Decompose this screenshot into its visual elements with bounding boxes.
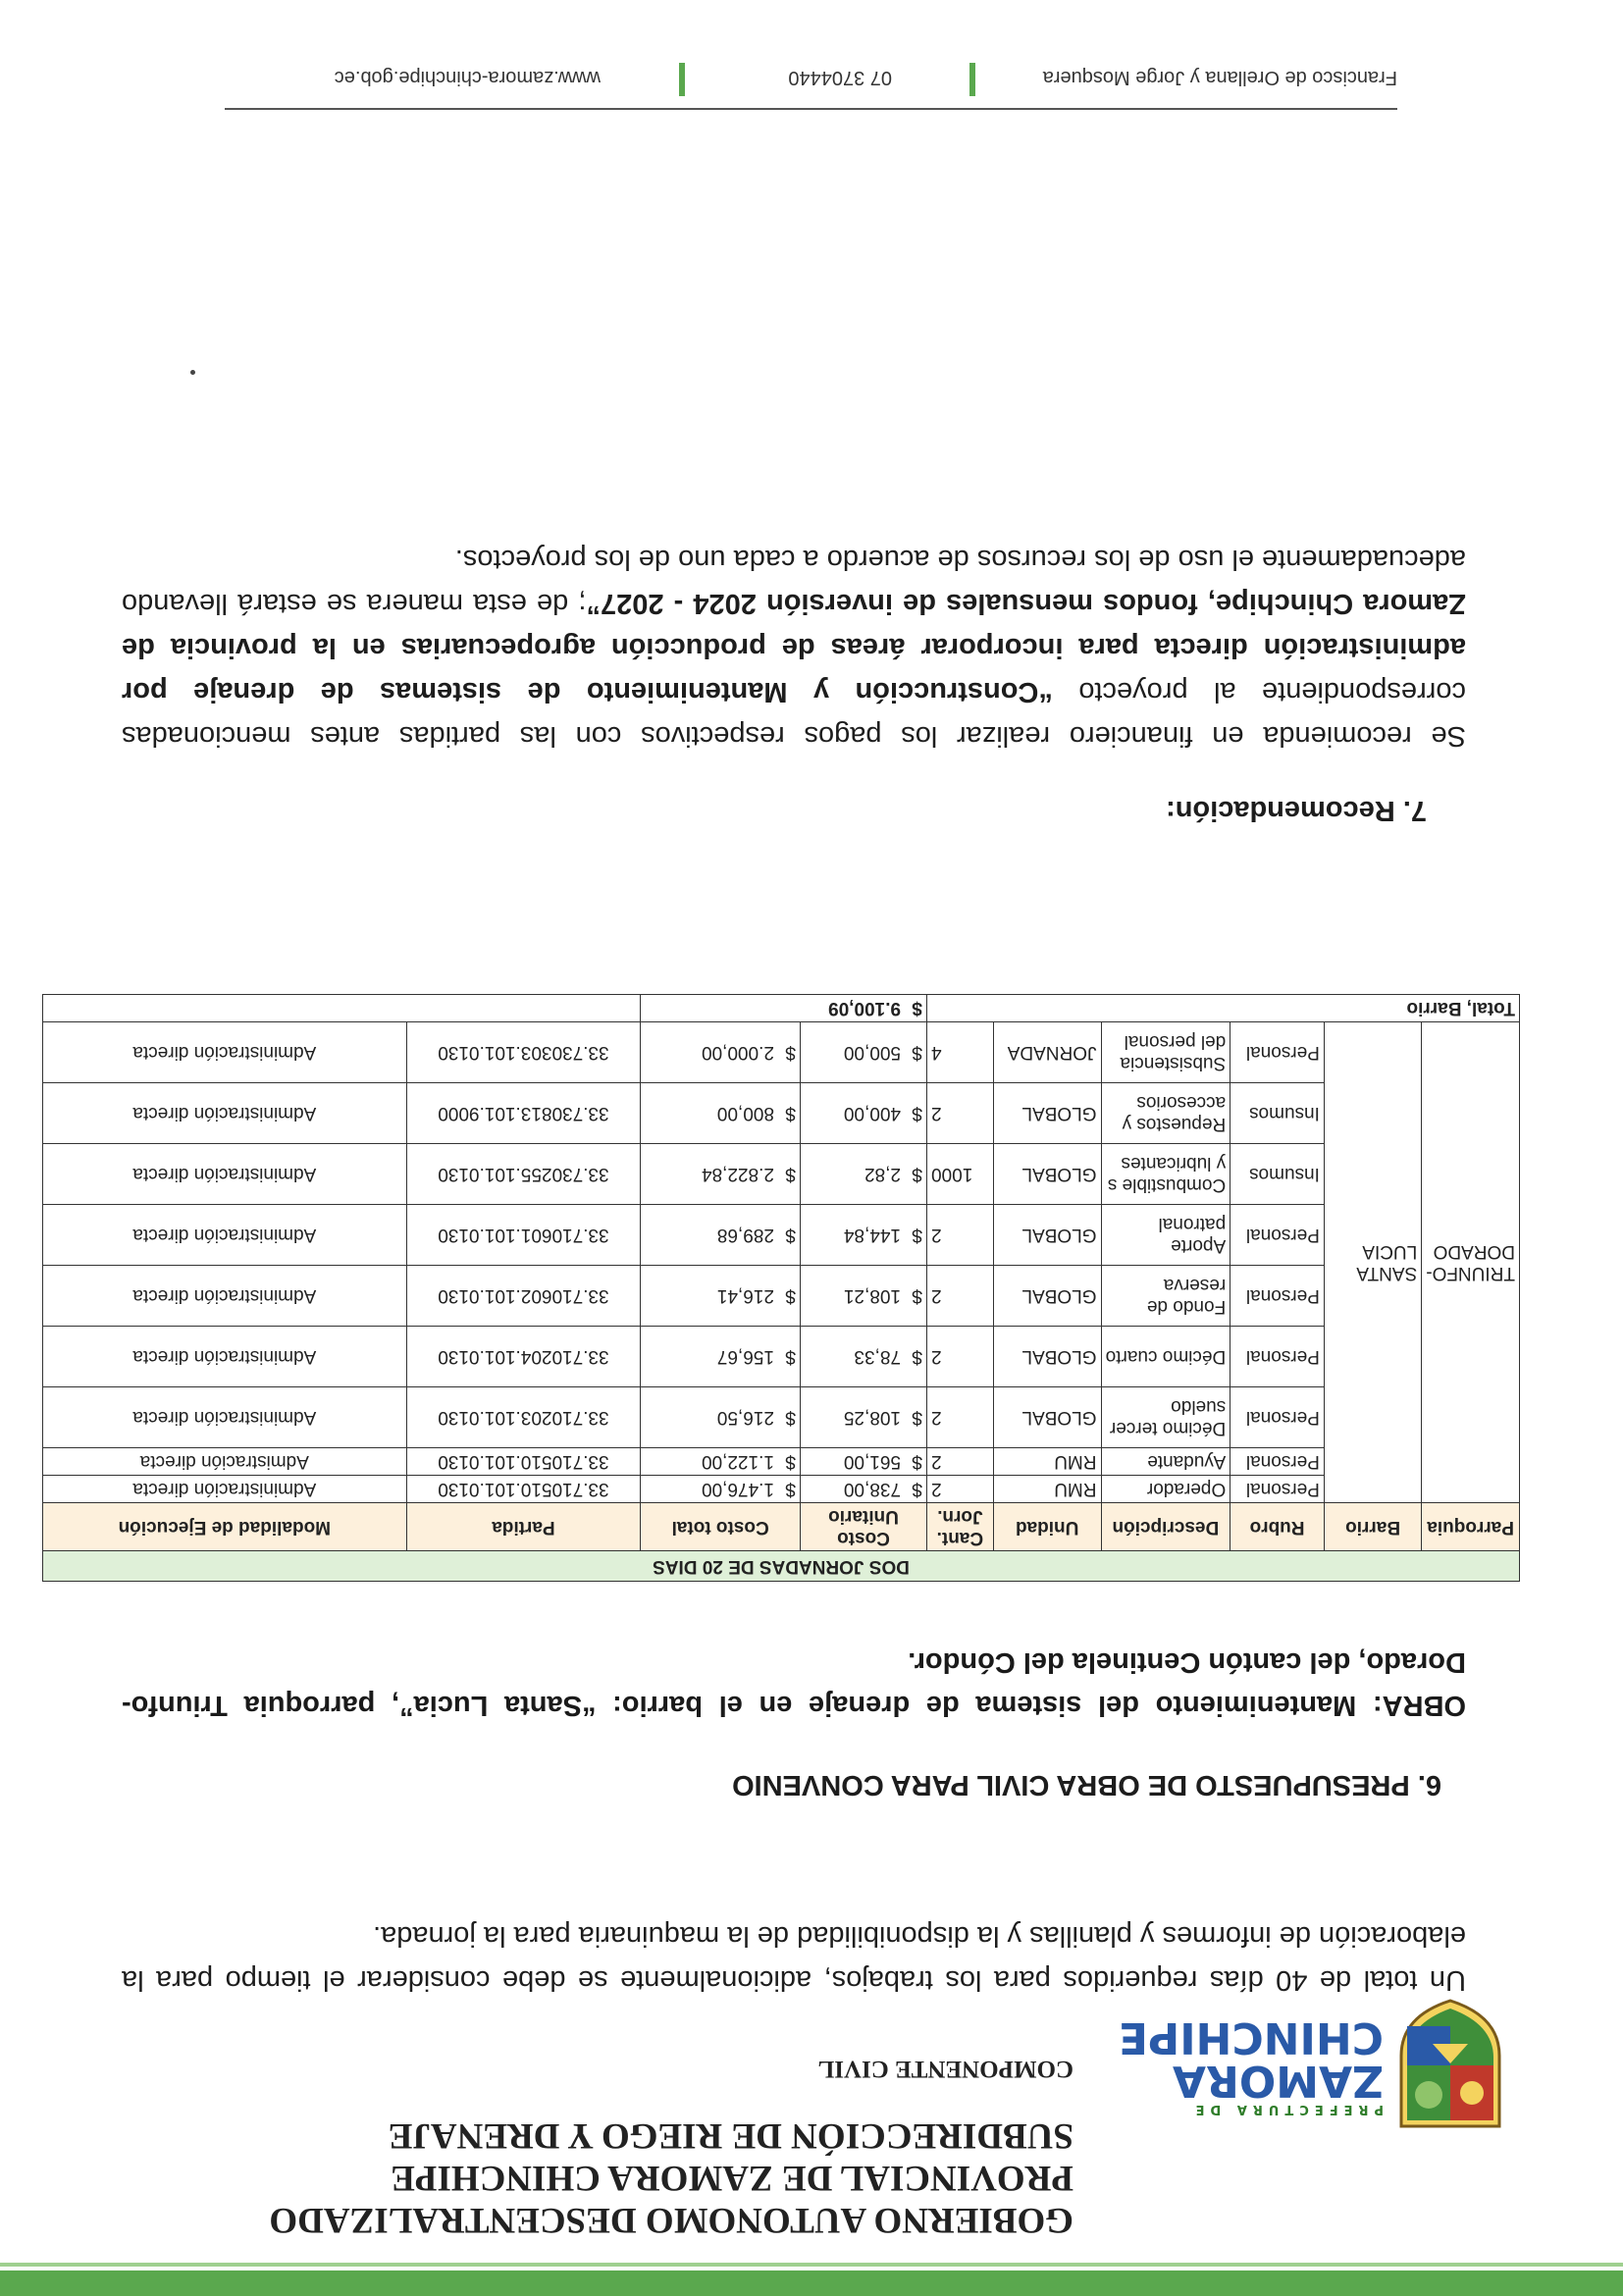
- currency-value: 108,25: [843, 1407, 902, 1429]
- cell-descripcion: Combustible s y lubricantes: [1101, 1144, 1230, 1205]
- header-line-1: GOBIERNO AUTONOMO DESCENTRALIZADO: [269, 2200, 1073, 2240]
- cell-cant: 2: [927, 1327, 994, 1387]
- logo-name-zamora: ZAMORA: [1172, 2056, 1384, 2106]
- currency-value: 216,50: [716, 1407, 774, 1429]
- table-row: [43, 1448, 1520, 1476]
- cell-costo-total: [641, 1266, 801, 1327]
- currency-sign: $: [785, 1164, 796, 1185]
- cell-modalidad: Administración directa: [43, 1083, 407, 1144]
- cell-partida: 33.730303.101.0130: [406, 1022, 641, 1083]
- currency-sign: $: [785, 1285, 796, 1307]
- logo-subtitle: PREFECTURA DE: [1189, 2102, 1384, 2116]
- cell-unidad: RMU: [993, 1476, 1101, 1503]
- currency-value: 108,21: [843, 1285, 902, 1307]
- cell-costo-total: [641, 1387, 801, 1448]
- cell-descripcion: Décimo tercer sueldo: [1101, 1387, 1230, 1448]
- footer-phone: 07 3704440: [788, 67, 892, 88]
- header-modalidad: Modalidad de Ejecución: [43, 1503, 407, 1551]
- header-cant: Cant. Jorn.: [927, 1503, 994, 1551]
- cell-cant: 2: [927, 1476, 994, 1503]
- cell-modalidad: Administración directa: [43, 1266, 407, 1327]
- currency-value: 2.822,84: [702, 1164, 774, 1185]
- cell-cant: 4: [927, 1022, 994, 1083]
- cell-barrio: SANTA LUCIA: [1324, 1022, 1421, 1503]
- cell-unidad: RMU: [993, 1448, 1101, 1476]
- cell-costo-total: [641, 1327, 801, 1387]
- total-value: 9.100,09: [828, 998, 902, 1019]
- cell-rubro: Personal: [1230, 1266, 1325, 1327]
- cell-modalidad: Administración directa: [43, 1387, 407, 1448]
- currency-sign: $: [912, 998, 923, 1019]
- cell-modalidad: Administración directa: [43, 1476, 407, 1503]
- cell-costo-total: [641, 1448, 801, 1476]
- currency-sign: $: [785, 1042, 796, 1064]
- cell-costo-unitario: [800, 1022, 926, 1083]
- cell-rubro: Insumos: [1230, 1144, 1325, 1205]
- cell-unidad: GLOBAL: [993, 1266, 1101, 1327]
- cell-unidad: GLOBAL: [993, 1083, 1101, 1144]
- cell-cant: 1000: [927, 1144, 994, 1205]
- cell-unidad: GLOBAL: [993, 1387, 1101, 1448]
- cell-costo-unitario: [800, 1144, 926, 1205]
- currency-sign: $: [912, 1042, 923, 1064]
- currency-sign: $: [785, 1346, 796, 1368]
- total-value-cell: [641, 995, 927, 1022]
- header-costo-unitario: Costo Unitario: [800, 1503, 926, 1551]
- cell-costo-unitario: [800, 1083, 926, 1144]
- logo-name-chinchipe: CHINCHIPE: [1118, 2012, 1384, 2062]
- recommendation-text-2: ; de esta manera se estará llevando adecuadamente el uso de los recursos de acuerdo a cada uno de los proyectos.: [122, 544, 1466, 619]
- cell-partida: 33.710510.101.0130: [406, 1448, 641, 1476]
- cell-modalidad: Admistración directa: [43, 1448, 407, 1476]
- cell-modalidad: Administración directa: [43, 1327, 407, 1387]
- institution-header: [53, 2114, 1073, 2241]
- cell-rubro: Personal: [1230, 1476, 1325, 1503]
- section-6-title: 6. PRESUPUESTO DE OBRA CIVIL PARA CONVENIO: [732, 1769, 1441, 1800]
- cell-costo-total: [641, 1205, 801, 1266]
- header-partida: Partida: [406, 1503, 641, 1551]
- cell-unidad: JORNADA: [993, 1022, 1101, 1083]
- cell-costo-total: [641, 1022, 801, 1083]
- cell-unidad: GLOBAL: [993, 1144, 1101, 1205]
- cell-costo-unitario: [800, 1266, 926, 1327]
- currency-value: 78,33: [854, 1346, 902, 1368]
- currency-value: 156,67: [716, 1346, 774, 1368]
- footer-website: www.zamora-chinchipe.gob.ec: [334, 67, 601, 88]
- cell-partida: 33.730255.101.0130: [406, 1144, 641, 1205]
- cell-costo-unitario: [800, 1205, 926, 1266]
- project-name: “Construcción y Mantenimiento de sistemas de drenaje por administración directa para incorporar áreas de producción agropecuarias en la provincia de Zamora Chinchipe, fondos mensuales de inversión 2024 - 2027”: [122, 588, 1466, 707]
- prefectura-logo: [1115, 1987, 1507, 2134]
- currency-value: 738,00: [843, 1479, 902, 1500]
- footer-names: Francisco de Orellana y Jorge Mosquera: [1042, 67, 1397, 88]
- currency-value: 500,00: [843, 1042, 902, 1064]
- cell-cant: 2: [927, 1387, 994, 1448]
- cell-rubro: Insumos: [1230, 1083, 1325, 1144]
- intro-paragraph: Un total de 40 días requeridos para los trabajos, adicionalmente se debe considerar el tiempo para la elaboración de informes y planillas y la disponibilidad de la maquinaria para la jornada.: [122, 1920, 1466, 1996]
- currency-sign: $: [785, 1225, 796, 1246]
- table-row: [43, 1476, 1520, 1503]
- cell-cant: 2: [927, 1448, 994, 1476]
- currency-sign: $: [912, 1346, 923, 1368]
- header-unidad: Unidad: [993, 1503, 1101, 1551]
- cell-cant: 2: [927, 1205, 994, 1266]
- currency-value: 2,82: [864, 1164, 902, 1185]
- currency-value: 400,00: [843, 1103, 902, 1124]
- cell-costo-unitario: [800, 1327, 926, 1387]
- header-descripcion: Descripción: [1101, 1503, 1230, 1551]
- cell-descripcion: Operador: [1101, 1476, 1230, 1503]
- currency-sign: $: [912, 1407, 923, 1429]
- header-line-3: SUBDIRECCIÓN DE RIEGO Y DRENAJE: [388, 2115, 1073, 2156]
- provincial-seal-icon: [1393, 1997, 1507, 2134]
- section-7-title: 7. Recomendación:: [1166, 795, 1427, 826]
- total-row: [43, 995, 1520, 1022]
- table-row: [43, 1327, 1520, 1387]
- cell-descripcion: Ayudante: [1101, 1448, 1230, 1476]
- cell-rubro: Personal: [1230, 1387, 1325, 1448]
- table-row: [43, 1022, 1520, 1083]
- cell-modalidad: Administración directa: [43, 1144, 407, 1205]
- cell-costo-total: [641, 1144, 801, 1205]
- cell-partida: 33.710203.101.0130: [406, 1387, 641, 1448]
- cell-partida: 33.710510.101.0130: [406, 1476, 641, 1503]
- header-subtitle: COMPONENTE CIVIL: [817, 2056, 1073, 2082]
- currency-sign: $: [785, 1451, 796, 1473]
- currency-value: 1.476,00: [702, 1479, 774, 1500]
- cell-modalidad: Administración directa: [43, 1022, 407, 1083]
- currency-value: 1.122,00: [702, 1451, 774, 1473]
- cell-descripcion: Décimo cuarto: [1101, 1327, 1230, 1387]
- cell-costo-unitario: [800, 1448, 926, 1476]
- header-costo-total: Costo total: [641, 1503, 801, 1551]
- obra-description: OBRA: Mantenimiento del sistema de drenaje en el barrio: “Santa Lucia”, parroquia Triunfo- Dorado, del cantón Centinela del Cóndor.: [122, 1646, 1466, 1721]
- cell-costo-total: [641, 1476, 801, 1503]
- top-green-bar: [0, 2270, 1623, 2296]
- page-footer: [225, 41, 1397, 110]
- cell-costo-unitario: [800, 1387, 926, 1448]
- cell-descripcion: Fondo de reserva: [1101, 1266, 1230, 1327]
- table-row: [43, 1144, 1520, 1205]
- stray-dot: [190, 370, 195, 375]
- cell-costo-total: [641, 1083, 801, 1144]
- table-banner: DOS JORNADAS DE 20 DIAS: [43, 1551, 1520, 1582]
- currency-value: 800,00: [716, 1103, 774, 1124]
- currency-sign: $: [912, 1225, 923, 1246]
- cell-rubro: Personal: [1230, 1448, 1325, 1476]
- currency-value: 216,41: [716, 1285, 774, 1307]
- currency-sign: $: [912, 1479, 923, 1500]
- recommendation-text-1: Se recomienda en financiero realizar los pagos respectivos con las partidas antes mencionadas correspondiente al proyecto: [122, 676, 1466, 752]
- currency-value: 144,84: [843, 1225, 902, 1246]
- currency-sign: $: [912, 1451, 923, 1473]
- currency-sign: $: [912, 1164, 923, 1185]
- cell-cant: 2: [927, 1083, 994, 1144]
- cell-cant: 2: [927, 1266, 994, 1327]
- budget-table: [42, 994, 1520, 1582]
- currency-sign: $: [785, 1479, 796, 1500]
- cell-rubro: Personal: [1230, 1327, 1325, 1387]
- currency-value: 2.000,00: [702, 1042, 774, 1064]
- currency-value: 561,00: [843, 1451, 902, 1473]
- currency-sign: $: [785, 1407, 796, 1429]
- cell-unidad: GLOBAL: [993, 1205, 1101, 1266]
- cell-rubro: Personal: [1230, 1022, 1325, 1083]
- cell-partida: 33.710601.101.0130: [406, 1205, 641, 1266]
- header-rubro: Rubro: [1230, 1503, 1325, 1551]
- currency-value: 289,68: [716, 1225, 774, 1246]
- total-empty-cell: [43, 995, 641, 1022]
- cell-parroquia: TRIUNFO-DORADO: [1422, 1022, 1520, 1503]
- header-barrio: Barrio: [1324, 1503, 1421, 1551]
- top-green-stripe: [0, 2263, 1623, 2267]
- table-row: [43, 1083, 1520, 1144]
- table-row: [43, 1205, 1520, 1266]
- currency-sign: $: [912, 1103, 923, 1124]
- footer-separator: [679, 63, 685, 96]
- footer-separator: [969, 63, 975, 96]
- cell-partida: 33.710204.101.0130: [406, 1327, 641, 1387]
- cell-unidad: GLOBAL: [993, 1327, 1101, 1387]
- total-label: Total, Barrio: [927, 995, 1520, 1022]
- table-row: [43, 1266, 1520, 1327]
- cell-partida: 33.710602.101.0130: [406, 1266, 641, 1327]
- cell-descripcion: Aporte patronal: [1101, 1205, 1230, 1266]
- cell-costo-unitario: [800, 1476, 926, 1503]
- recommendation-paragraph: [122, 537, 1466, 757]
- header-line-2: PROVINCIAL DE ZAMORA CHINCHIPE: [391, 2158, 1073, 2198]
- cell-rubro: Personal: [1230, 1205, 1325, 1266]
- table-row: [43, 1387, 1520, 1448]
- cell-modalidad: Administración directa: [43, 1205, 407, 1266]
- table-header-row: [43, 1503, 1520, 1551]
- currency-sign: $: [785, 1103, 796, 1124]
- cell-descripcion: Repuestos y accesorios: [1101, 1083, 1230, 1144]
- cell-descripcion: Subsistencia del personal: [1101, 1022, 1230, 1083]
- cell-partida: 33.730813.101.9000: [406, 1083, 641, 1144]
- currency-sign: $: [912, 1285, 923, 1307]
- header-parroquia: Parroquia: [1422, 1503, 1520, 1551]
